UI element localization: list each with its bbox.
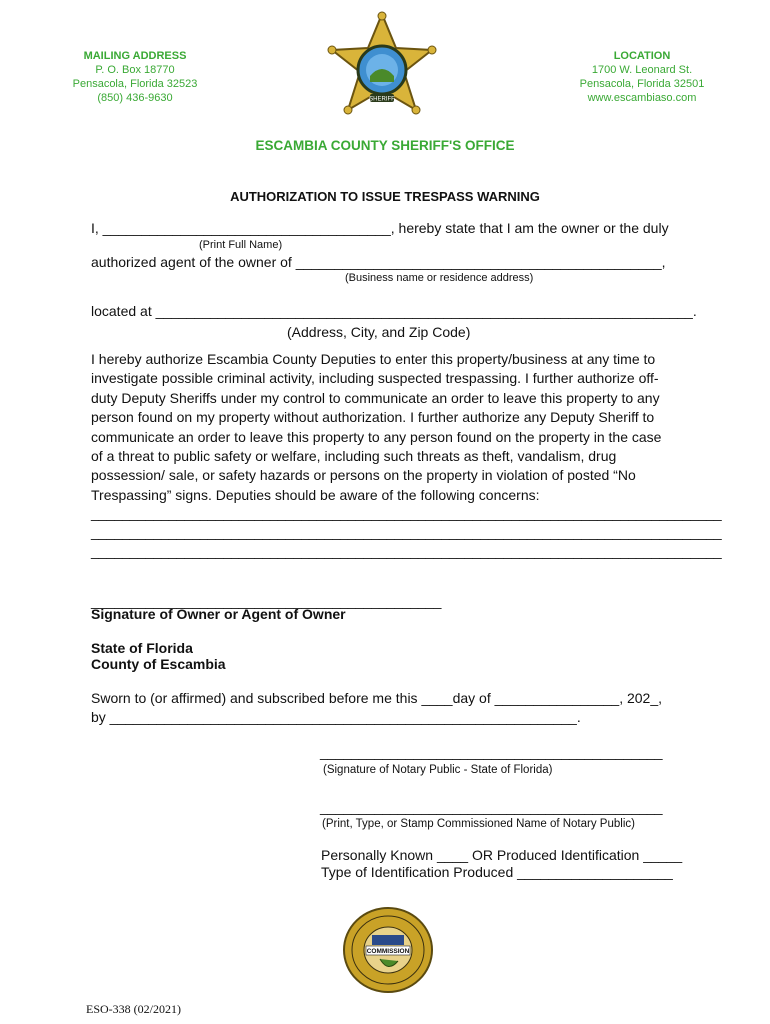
- location-address-block: [552, 49, 732, 105]
- personally-known-line: Personally Known ____ OR Produced Identification _____: [321, 847, 683, 863]
- seal-text: COMMISSION: [366, 948, 410, 955]
- business-caption: (Business name or residence address): [345, 272, 534, 284]
- office-name: ESCAMBIA COUNTY SHERIFF'S OFFICE: [255, 138, 515, 153]
- form-number: ESO-338 (02/2021): [86, 1002, 181, 1016]
- mailing-line2: Pensacola, Florida 32523: [72, 78, 198, 90]
- location-line3: www.escambiaso.com: [587, 92, 697, 104]
- accreditation-seal: [340, 905, 436, 995]
- notary-signature-line: ____________________________________________: [320, 744, 663, 760]
- notary-name-line: ____________________________________________: [320, 799, 663, 815]
- address-caption: (Address, City, and Zip Code): [287, 324, 471, 340]
- mailing-line1: P. O. Box 18770: [95, 64, 175, 76]
- mailing-line3: (850) 436-9630: [97, 92, 173, 104]
- owner-name-line: I, _____________________________________, hereby state that I am the owner or the duly: [91, 220, 669, 236]
- notary-name-label: (Print, Type, or Stamp Commissioned Name of Notary Public): [322, 818, 635, 830]
- id-type-line: Type of Identification Produced ____________________: [321, 864, 673, 880]
- location-line2: Pensacola, Florida 32501: [579, 78, 705, 90]
- location-line: located at _____________________________________________________________________.: [91, 303, 697, 319]
- location-line1: 1700 W. Leonard St.: [591, 64, 693, 76]
- sworn-line: Sworn to (or affirmed) and subscribed before me this ____day of ________________, 202_,: [91, 690, 663, 706]
- business-line: authorized agent of the owner of _______________________________________________,: [91, 254, 666, 270]
- owner-signature-label: Signature of Owner or Agent of Owner: [91, 606, 346, 622]
- concern-line-3: _________________________________________________________________________________: [91, 543, 722, 559]
- mailing-title: MAILING ADDRESS: [83, 50, 187, 62]
- mailing-address-block: [45, 49, 225, 105]
- sheriff-star-badge: [320, 10, 444, 120]
- state-label: State of Florida: [91, 640, 193, 656]
- by-line: by ____________________________________________________________.: [91, 709, 581, 725]
- print-name-caption: (Print Full Name): [199, 239, 283, 251]
- owner-signature-line: _____________________________________________: [91, 593, 442, 609]
- notary-signature-label: (Signature of Notary Public - State of Florida): [323, 764, 553, 776]
- authorization-paragraph: I hereby authorize Escambia County Deputies to enter this property/business at any time to investigate possible criminal activity, including suspected trespassing. I further authorize off-duty Deputy Sheriffs under my control to communicate an order to leave this property to any person found on my property without authorization. I further authorize any Deputy Sheriff to communicate an order to leave this property to any person found on the property in the case of a threat to public safety or welfare, including such threats as theft, vandalism, drug possession/ sale, or safety hazards or persons on the property in violation of posted “No Trespassing” signs. Deputies should be aware of the following concerns:: [91, 351, 662, 503]
- concern-line-2: _________________________________________________________________________________: [91, 524, 722, 540]
- star-text: SHERIFF: [369, 96, 395, 103]
- location-title: LOCATION: [613, 50, 671, 62]
- county-label: County of Escambia: [91, 656, 226, 672]
- form-title: AUTHORIZATION TO ISSUE TRESPASS WARNING: [230, 189, 540, 204]
- concern-line-1: _________________________________________________________________________________: [91, 505, 722, 521]
